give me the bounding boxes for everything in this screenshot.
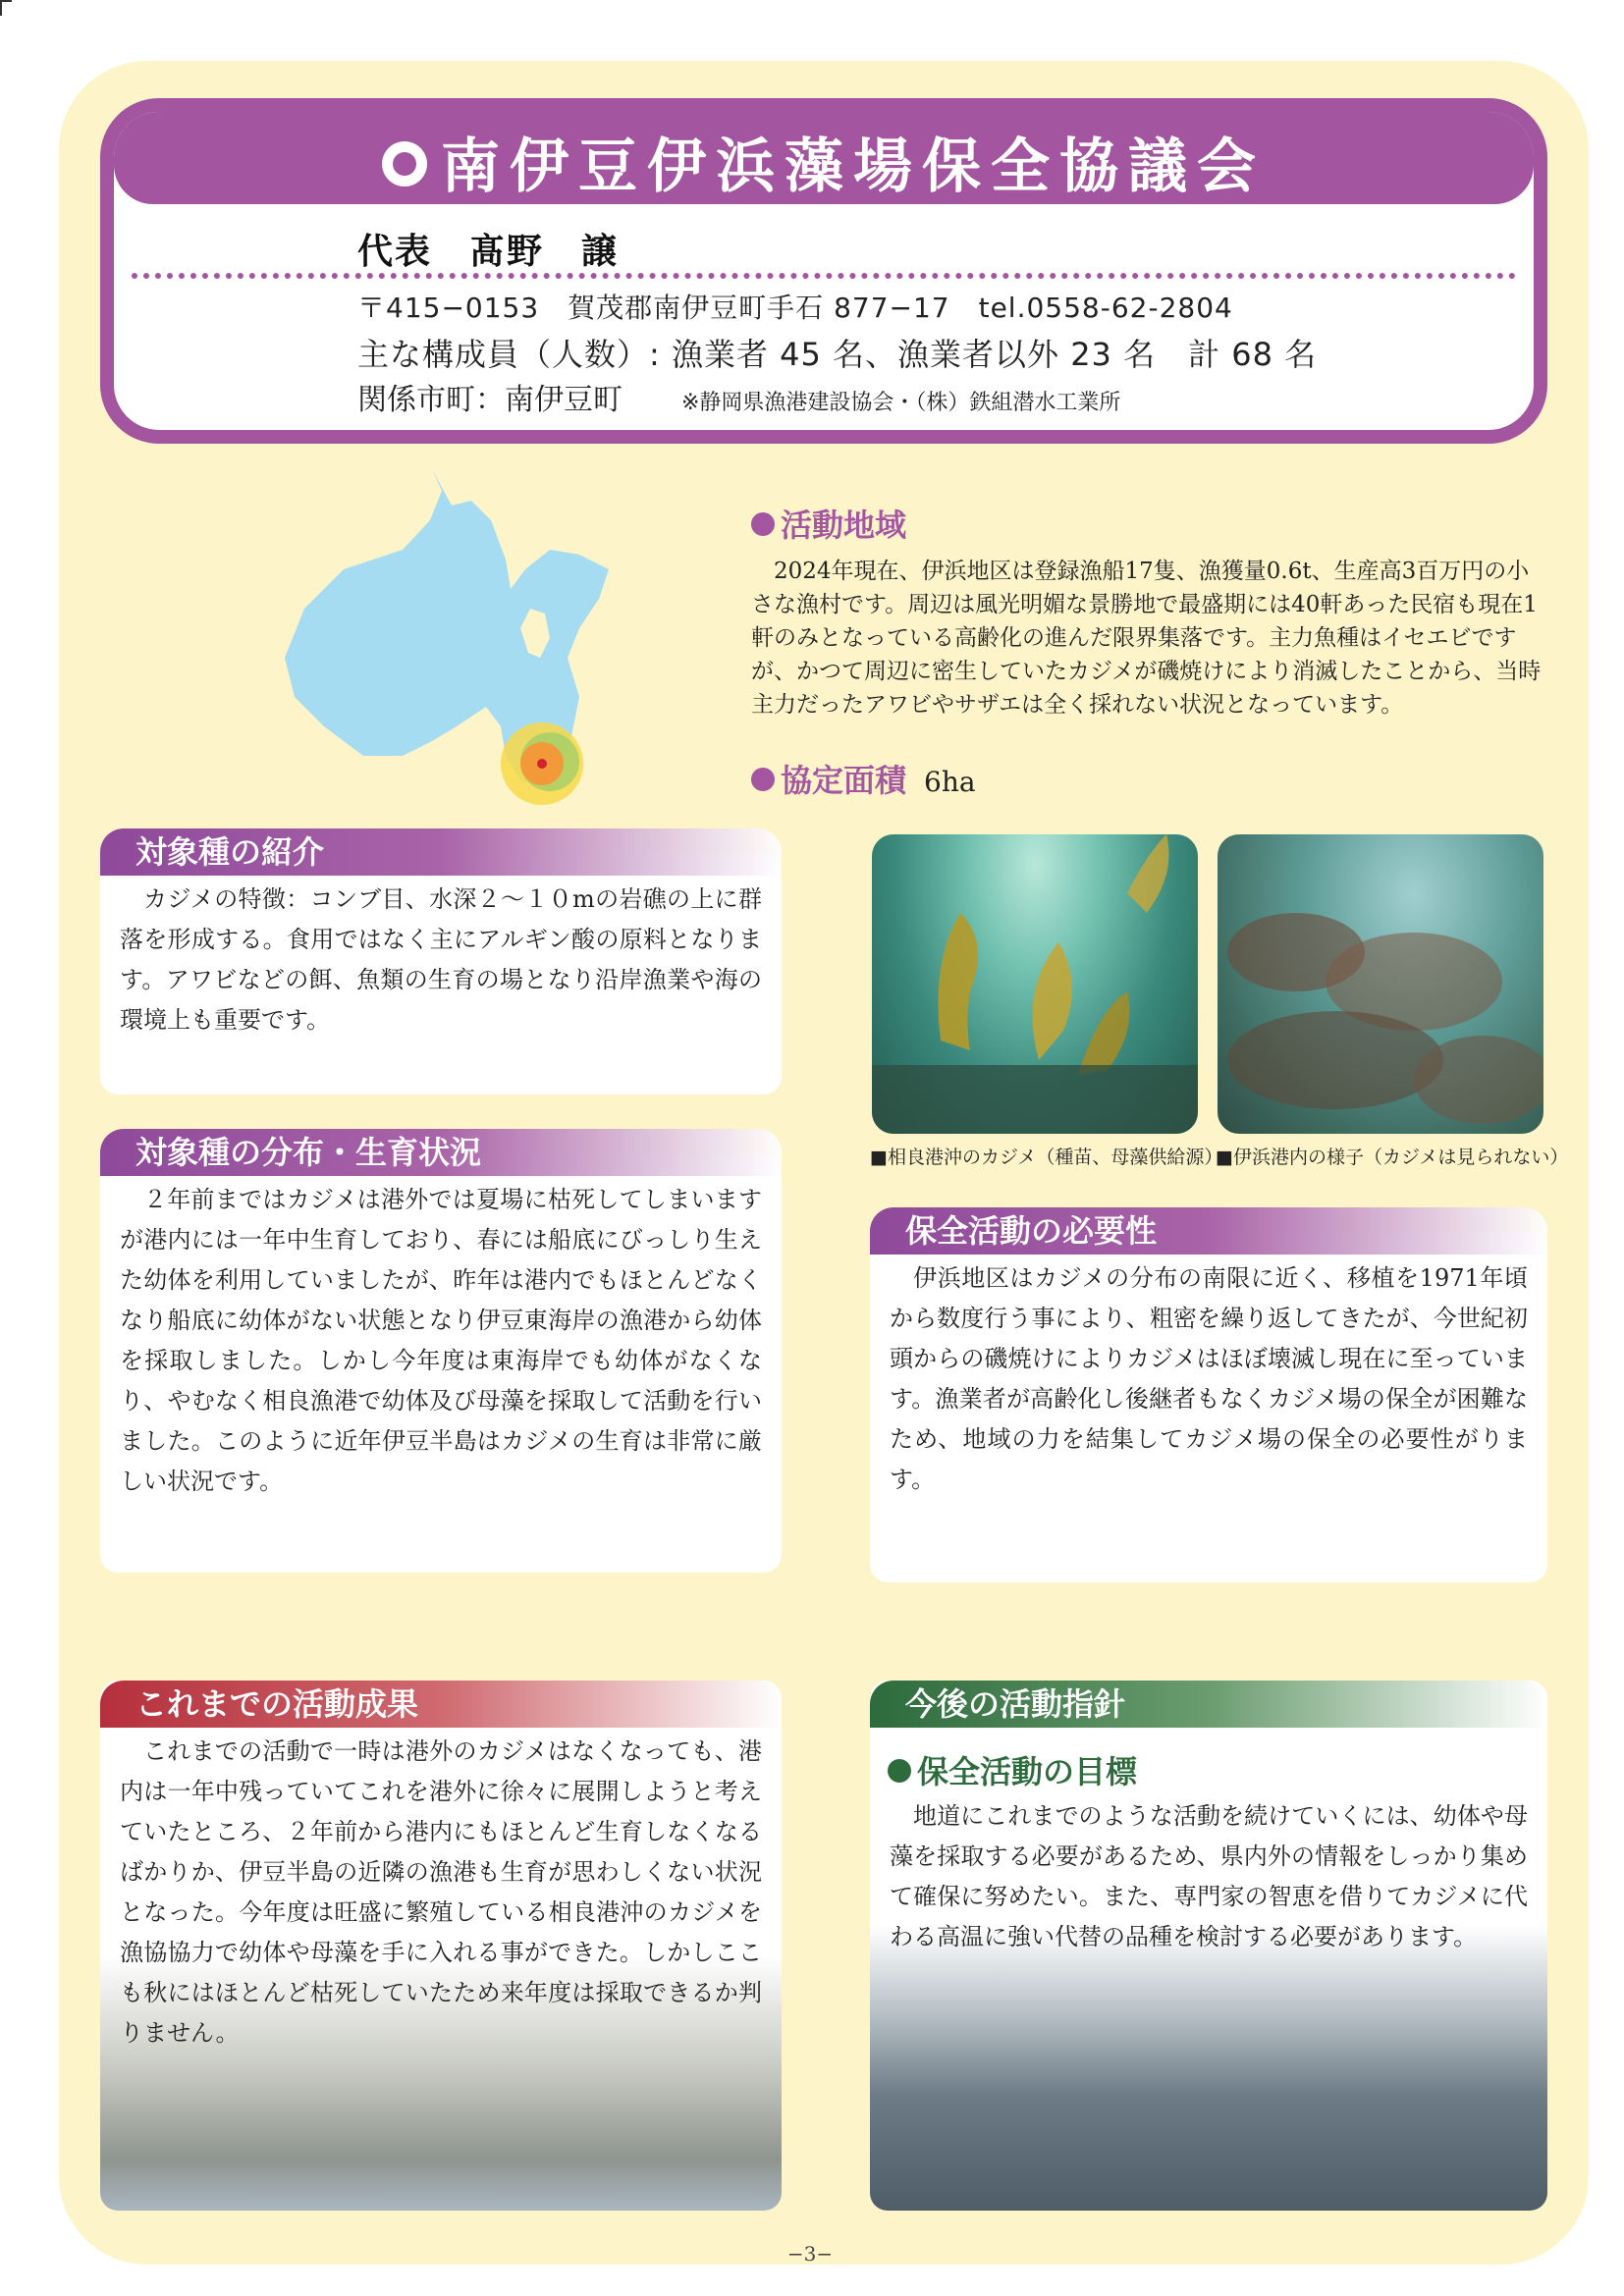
page-number: −3− [786, 2242, 834, 2266]
distribution-title: 対象種の分布・生育状況 [100, 1129, 782, 1176]
photo-kajime-sagara [872, 834, 1198, 1134]
photo-caption-b: ■伊浜港内の様子（カジメは見られない） [1216, 1147, 1569, 1168]
crop-mark [0, 0, 12, 16]
results-text: これまでの活動で一時は港外のカジメはなくなっても、港内は一年中残っていてこれを港外に徐々に展開しようと考えていたところ、２年前から港内にもほとんど生育しなくなるばかりか、伊豆半島の近隣の漁港も生育が思わしくない状況となった。今年度は旺盛に繁殖している相良港沖のカジメを漁協協力で幼体や母藻を手に入れる事ができた。しかしここも秋にはほとんど枯死していたため来年度は採取できるか判りません。 [120, 1737, 762, 2047]
fishermen-photo [870, 1926, 1547, 2211]
agreement-area-value: 6ha [924, 766, 976, 798]
necessity-box [870, 1212, 1547, 1582]
future-text: 地道にこれまでのような活動を続けていくには、幼体や母藻を採取する必要があるため、県内外の情報をしっかり集めて確保に努めたい。また、専門家の智恵を借りてカジメに代わる高温に強い代替の品種を検討する必要があります。 [890, 1802, 1528, 1950]
distribution-text: ２年前まではカジメは港外では夏場に枯死してしまいますが港内には一年中生育しており、春には船底にびっしり生えた幼体を利用していましたが、昨年は港内でもほとんどなくなり船底に幼体がない状態となり伊豆東海岸の漁港から幼体を採取しました。しかし今年度は東海岸でも幼体がなくなり、やむなく相良漁港で幼体及び母藻を採取して活動を行いました。このように近年伊豆半島はカジメの生育は非常に厳しい状況です。 [120, 1186, 762, 1495]
results-box [100, 1681, 782, 2211]
kelp-illustration [872, 834, 1198, 1134]
address: 〒415−0153 賀茂郡南伊豆町手石 877−17 tel.0558-62-2804 [357, 292, 1233, 324]
dotted-divider [132, 273, 1516, 279]
shizuoka-map [285, 461, 658, 815]
species-intro-title: 対象種の紹介 [100, 828, 782, 876]
city-label: 関係市町：南伊豆町 [357, 383, 623, 417]
bullet-dot-icon [751, 768, 775, 791]
activity-area-text: 2024年現在、伊浜地区は登録漁船17隻、漁獲量0.6t、生産高3百万円の小さな漁村です。周辺は風光明媚な景勝地で最盛期には40軒あった民宿も現在1軒のみとなっている高齢化の進んだ限界集落です。主力魚種はイセエビですが、かつて周辺に密生していたカジメが磯焼けにより消滅したことから、当時主力だったアワビやサザエは全く採れない状況となっています。 [751, 559, 1542, 718]
species-intro-box [100, 833, 782, 1095]
distribution-box [100, 1134, 782, 1573]
representative: 代表 髙野 譲 [357, 232, 620, 272]
target-circle-icon [382, 141, 427, 187]
org-title [114, 120, 1534, 204]
photo-ihama-harbor [1218, 834, 1543, 1134]
future-title: 今後の活動指針 [870, 1681, 1547, 1728]
species-intro-text: カジメの特徴：コンブ目、水深２～１０mの岩礁の上に群落を形成する。食用ではなく主にアルギン酸の原料となります。アワビなどの餌、魚類の生育の場となり沿岸漁業や海の環境上も重要です。 [120, 885, 762, 1034]
location-marker-icon [537, 759, 547, 769]
rocks-illustration [1218, 834, 1543, 1134]
members: 主な構成員（人数）: 漁業者 45 名、漁業者以外 23 名 計 68 名 [357, 336, 1318, 373]
related-city [357, 375, 1120, 418]
partners-note: ※静岡県漁港建設協会・（株）鉄組潜水工業所 [681, 391, 1121, 415]
necessity-title: 保全活動の必要性 [870, 1207, 1547, 1255]
photo-caption-a: ■相良港沖のカジメ（種苗、母藻供給源） [870, 1147, 1223, 1168]
bullet-dot-icon [751, 512, 775, 536]
header-card [100, 98, 1547, 444]
future-subtitle: 保全活動の目標 [888, 1747, 1137, 1792]
future-box [870, 1681, 1547, 2211]
bullet-dot-icon [888, 1759, 911, 1783]
activity-area-heading: 活動地域 [751, 501, 906, 546]
results-title: これまでの活動成果 [100, 1681, 782, 1728]
necessity-text: 伊浜地区はカジメの分布の南限に近く、移植を1971年頃から数度行う事により、粗密を繰り返してきたが、今世紀初頭からの磯焼けによりカジメはほぼ壊滅し現在に至っています。漁業者が高齢化し後継者もなくカジメ場の保全が困難なため、地域の力を結集してカジメ場の保全の必要性がります。 [890, 1264, 1528, 1493]
agreement-area-heading: 協定面積 6ha [751, 756, 976, 801]
org-name: 南伊豆伊浜藻場保全協議会 [441, 133, 1266, 201]
